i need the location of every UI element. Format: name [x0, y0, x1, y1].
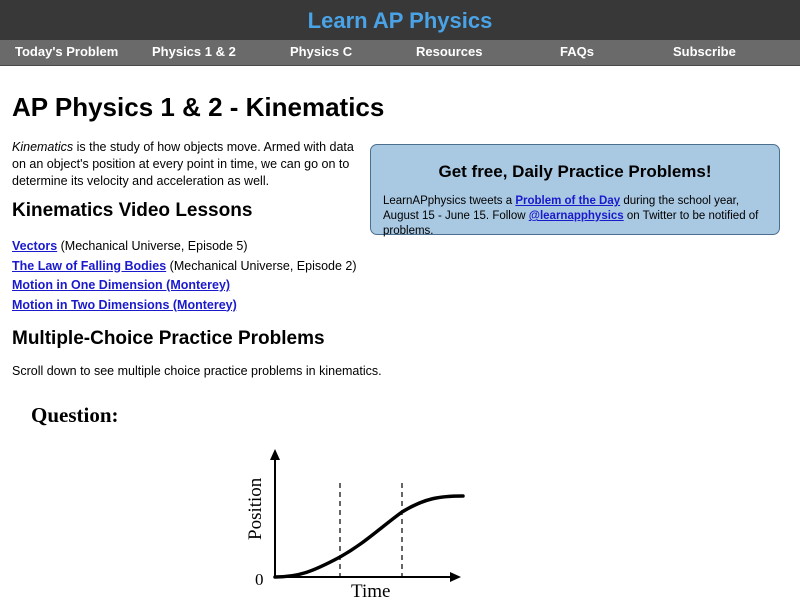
nav-physics-c[interactable]: Physics C [290, 44, 353, 59]
list-item [12, 257, 392, 277]
promo-text-part: on Twitter to be notified of problems. [383, 210, 759, 237]
main-nav [0, 40, 800, 66]
page-title: AP Physics 1 & 2 - Kinematics [12, 92, 385, 122]
intro-text: is the study of how objects move. Armed with data on an object's position at every point in time, we can go on to determine its velocity and acceleration as well. [12, 140, 354, 188]
video-link-vectors[interactable]: Vectors [12, 239, 58, 253]
nav-physics-1-2[interactable]: Physics 1 & 2 [152, 44, 236, 59]
position-time-graph [230, 440, 490, 600]
video-link-one-dimension[interactable]: Motion in One Dimension (Monterey) [12, 278, 231, 292]
list-item [12, 276, 392, 296]
practice-heading: Multiple-Choice Practice Problems [12, 328, 325, 349]
y-axis-label: Position [245, 477, 266, 540]
intro-paragraph [12, 139, 362, 190]
question-label: Question: [31, 403, 119, 427]
video-lessons-heading: Kinematics Video Lessons [12, 200, 253, 221]
y-axis-arrow-icon [270, 449, 280, 460]
nav-todays-problem[interactable]: Today's Problem [15, 44, 119, 59]
site-title-link[interactable]: Learn AP Physics [307, 8, 493, 33]
nav-faqs[interactable]: FAQs [560, 44, 594, 59]
promo-text-part: LearnAPphysics tweets a [383, 195, 516, 207]
position-curve [275, 496, 463, 577]
video-link-two-dimensions[interactable]: Motion in Two Dimensions (Monterey) [12, 297, 237, 312]
problem-of-the-day-link[interactable]: Problem of the Day [515, 195, 621, 207]
promo-title: Get free, Daily Practice Problems! [438, 162, 712, 181]
nav-subscribe[interactable]: Subscribe [673, 44, 736, 59]
list-item [12, 296, 392, 316]
x-axis-arrow-icon [450, 572, 461, 582]
scroll-note: Scroll down to see multiple choice practice problems in kinematics. [12, 364, 382, 378]
origin-label: 0 [255, 570, 264, 589]
site-header [0, 0, 800, 40]
video-note: (Mechanical Universe, Episode 5) [57, 239, 248, 253]
daily-problem-promo [370, 144, 780, 235]
x-axis-label: Time [351, 581, 391, 600]
twitter-handle-link[interactable]: @learnapphysics [528, 210, 624, 222]
video-note: (Mechanical Universe, Episode 2) [166, 258, 357, 273]
promo-text [383, 194, 773, 239]
nav-resources[interactable]: Resources [416, 44, 483, 59]
video-list [12, 237, 392, 315]
video-link-falling-bodies[interactable]: The Law of Falling Bodies [12, 258, 167, 273]
intro-term: Kinematics [12, 140, 74, 154]
promo-text-part: during the school year, August 15 - June 15. Follow [383, 195, 740, 222]
list-item [12, 237, 392, 257]
